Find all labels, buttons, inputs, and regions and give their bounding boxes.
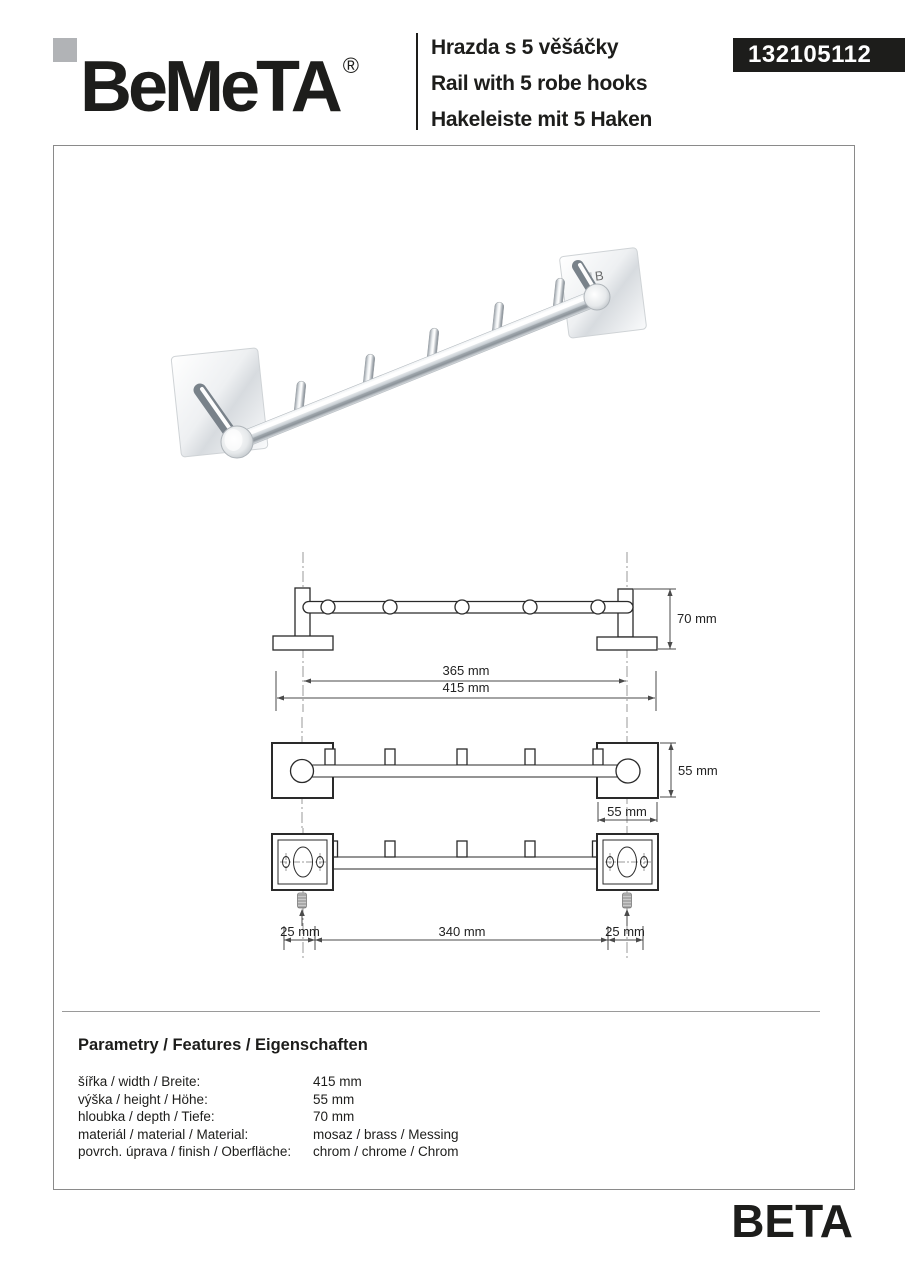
- registered-trademark-icon: ®: [342, 53, 359, 78]
- dim-center-span-label: 340 mm: [438, 924, 486, 939]
- parameter-row-height: [78, 1091, 638, 1109]
- drawing-top-view: [273, 552, 717, 712]
- anchor-screw-right: [623, 893, 632, 926]
- dim-height-label: 55 mm: [678, 763, 718, 778]
- dim-right-offset-label: 25 mm: [605, 924, 645, 939]
- product-title-en: Rail with 5 robe hooks: [431, 72, 648, 95]
- dim-plate-width-label: 55 mm: [607, 804, 647, 819]
- parameters-heading: Parametry / Features / Eigenschaften: [78, 1036, 368, 1054]
- parameter-label: šířka / width / Breite:: [78, 1074, 201, 1089]
- technical-drawings: [250, 545, 720, 965]
- anchor-screw-left: [298, 893, 307, 926]
- dim-hook-span-label: 365 mm: [442, 663, 490, 678]
- product-titles: [431, 30, 652, 138]
- parameter-value: 415 mm: [313, 1074, 362, 1089]
- parameters-table: [78, 1073, 638, 1161]
- parameter-value: chrom / chrome / Chrom: [313, 1144, 459, 1159]
- parameter-label: hloubka / depth / Tiefe:: [78, 1109, 215, 1124]
- product-code-badge: 132105112: [733, 38, 905, 72]
- dim-depth-label: 70 mm: [677, 611, 717, 626]
- parameter-label: materiál / material / Material:: [78, 1126, 249, 1142]
- drawing-back-view: [272, 828, 658, 958]
- parameter-value: 55 mm: [313, 1091, 355, 1107]
- drawing-front-view: [272, 717, 718, 830]
- parameter-value: mosaz / brass / Messing: [313, 1126, 459, 1142]
- parameter-row-finish: [78, 1143, 638, 1161]
- header-divider: [416, 33, 418, 130]
- brand-name: BeMeTA: [80, 47, 339, 127]
- product-title-de: Hakeleiste mit 5 Haken: [431, 108, 653, 131]
- photo-left-end-cap-highlight: [225, 429, 243, 451]
- svg-text:B: B: [593, 267, 605, 284]
- parameter-label: výška / height / Höhe:: [78, 1091, 208, 1107]
- parameters-divider: [62, 1011, 820, 1012]
- parameter-row-width: [78, 1073, 638, 1091]
- brand-logo: [80, 30, 359, 127]
- series-name: BETA: [731, 1195, 853, 1247]
- parameter-row-depth: [78, 1108, 638, 1126]
- photo-rail-bar: [234, 290, 600, 450]
- photo-right-end-cap: [584, 284, 610, 310]
- product-photo: [150, 240, 670, 490]
- dim-left-offset-label: 25 mm: [280, 924, 320, 939]
- brand-square-icon: [53, 38, 77, 62]
- parameter-label: povrch. úprava / finish / Oberfläche:: [78, 1144, 292, 1159]
- product-title-cs: Hrazda s 5 věšáčky: [431, 36, 619, 59]
- dim-total-width-label: 415 mm: [442, 680, 490, 695]
- parameter-row-material: [78, 1126, 638, 1144]
- parameter-value: 70 mm: [313, 1109, 355, 1124]
